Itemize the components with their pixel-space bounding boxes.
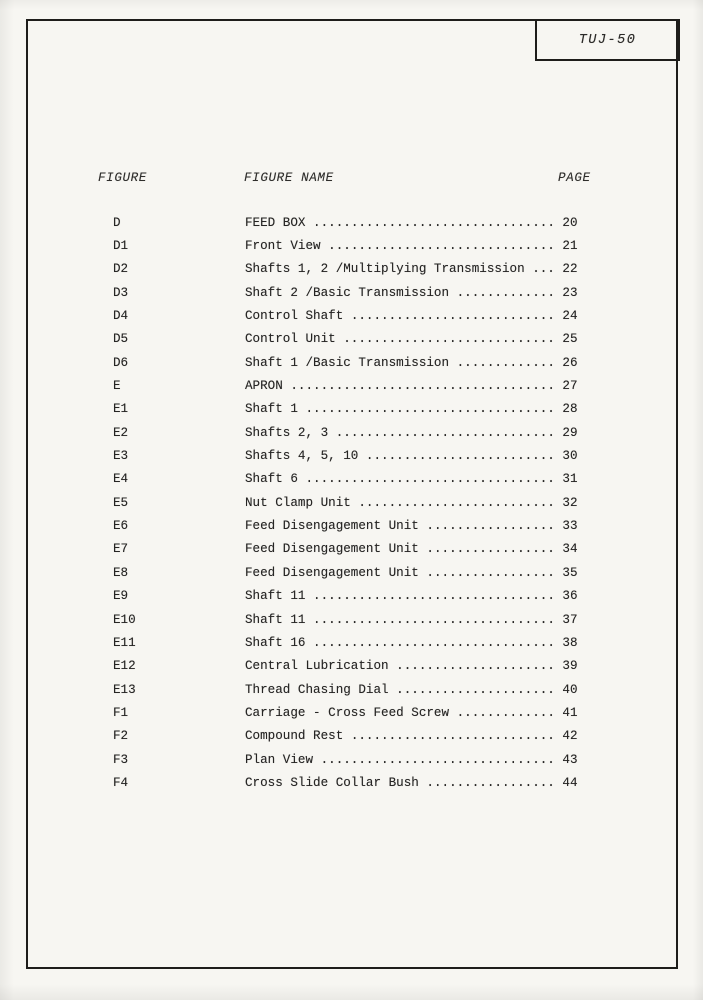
dot-leader: ................. (426, 565, 555, 580)
table-row (0, 234, 703, 257)
page-number: 22 (554, 262, 578, 277)
figure-id: E4 (113, 472, 129, 487)
figure-name: FEED BOX (245, 215, 314, 230)
figure-id: D5 (113, 332, 129, 347)
figure-id: F4 (113, 775, 129, 790)
dot-leader: ........................... (350, 309, 555, 324)
figure-name: Shaft 16 (245, 635, 314, 650)
page-number: 23 (554, 285, 578, 300)
figure-name: Feed Disengagement Unit (245, 565, 427, 580)
dot-leader: ............................... (320, 752, 555, 767)
dot-leader: ................................. (305, 402, 555, 417)
figure-id: D1 (113, 239, 129, 254)
figure-name: Carriage - Cross Feed Screw (245, 705, 457, 720)
page-number: 21 (554, 239, 578, 254)
dot-leader: ............. (456, 355, 555, 370)
dot-leader: ........................... (350, 729, 555, 744)
figure-name: Front View (245, 239, 329, 254)
header-figure: FIGURE (98, 171, 147, 185)
figure-name: Shaft 1 /Basic Transmission (245, 355, 457, 370)
figure-name: Feed Disengagement Unit (245, 542, 427, 557)
dot-leader: ..................... (396, 682, 555, 697)
page-number: 43 (554, 752, 578, 767)
page-number: 27 (554, 379, 578, 394)
dot-leader: ................................... (290, 379, 555, 394)
dot-leader: ..................... (396, 659, 555, 674)
page-number: 37 (554, 612, 578, 627)
figure-id: E (113, 379, 121, 394)
dot-leader: ................................ (313, 215, 555, 230)
figure-id: E2 (113, 425, 129, 440)
page-number: 39 (554, 659, 578, 674)
figure-name: Compound Rest (245, 729, 351, 744)
figure-name: Control Unit (245, 332, 344, 347)
dot-leader: ................................ (313, 612, 555, 627)
figure-id: E6 (113, 519, 129, 534)
header-figure-name: FIGURE NAME (244, 171, 334, 185)
page-number: 34 (554, 542, 578, 557)
figure-id: E9 (113, 589, 129, 604)
dot-leader: ................................. (305, 472, 555, 487)
page-number: 26 (554, 355, 578, 370)
dot-leader: ............. (456, 285, 555, 300)
figure-id: F1 (113, 705, 129, 720)
table-row (0, 398, 703, 421)
table-row (0, 328, 703, 351)
dot-leader: .............................. (328, 239, 555, 254)
figure-id: E1 (113, 402, 129, 417)
dot-leader: .......................... (358, 495, 555, 510)
page-number: 20 (554, 215, 578, 230)
table-row (0, 258, 703, 281)
figure-name: Plan View (245, 752, 321, 767)
page-number: 25 (554, 332, 578, 347)
dot-leader: ............................ (343, 332, 555, 347)
doc-code: TUJ-50 (578, 32, 637, 48)
figure-name: Control Shaft (245, 309, 351, 324)
figure-name: Shaft 11 (245, 612, 314, 627)
dot-leader: ................. (426, 775, 555, 790)
figure-name: Nut Clamp Unit (245, 495, 359, 510)
page-number: 33 (554, 519, 578, 534)
figure-id: D (113, 215, 121, 230)
figure-id: E5 (113, 495, 129, 510)
table-row (0, 374, 703, 397)
figure-id: D4 (113, 309, 129, 324)
figure-id: E8 (113, 565, 129, 580)
figure-name: Cross Slide Collar Bush (245, 775, 427, 790)
figure-name: Thread Chasing Dial (245, 682, 397, 697)
page-number: 41 (554, 705, 578, 720)
page-number: 36 (554, 589, 578, 604)
dot-leader: ......................... (365, 449, 555, 464)
dot-leader: ................. (426, 542, 555, 557)
page-number: 35 (554, 565, 578, 580)
figure-name: Shafts 1, 2 /Multiplying Transmission (245, 262, 533, 277)
header-page: PAGE (558, 171, 591, 185)
table-row (0, 585, 703, 608)
dot-leader: ................................ (313, 635, 555, 650)
table-row (0, 538, 703, 561)
table-row (0, 771, 703, 794)
dot-leader: ... (532, 262, 555, 277)
dot-leader: ................. (426, 519, 555, 534)
page-number: 32 (554, 495, 578, 510)
figure-name: Shaft 2 /Basic Transmission (245, 285, 457, 300)
table-row (0, 444, 703, 467)
table-row (0, 211, 703, 234)
page-number: 42 (554, 729, 578, 744)
table-row (0, 351, 703, 374)
doc-code-box (535, 19, 680, 61)
figure-name: Shaft 1 (245, 402, 306, 417)
figure-id: E10 (113, 612, 136, 627)
figure-id: E12 (113, 659, 136, 674)
page-number: 44 (554, 775, 578, 790)
figure-name: APRON (245, 379, 291, 394)
dot-leader: ................................ (313, 589, 555, 604)
page-number: 29 (554, 425, 578, 440)
table-row (0, 281, 703, 304)
table-row (0, 514, 703, 537)
figure-name: Shaft 6 (245, 472, 306, 487)
figure-name: Shafts 4, 5, 10 (245, 449, 366, 464)
table-row (0, 468, 703, 491)
page-number: 28 (554, 402, 578, 417)
figure-name: Shaft 11 (245, 589, 314, 604)
figure-name: Feed Disengagement Unit (245, 519, 427, 534)
figure-id: F2 (113, 729, 129, 744)
table-row (0, 421, 703, 444)
page-number: 30 (554, 449, 578, 464)
figure-list (0, 211, 703, 795)
table-row (0, 678, 703, 701)
figure-id: E11 (113, 635, 136, 650)
figure-id: E3 (113, 449, 129, 464)
figure-name: Central Lubrication (245, 659, 397, 674)
page-number: 24 (554, 309, 578, 324)
dot-leader: ............. (456, 705, 555, 720)
table-row (0, 748, 703, 771)
table-row (0, 725, 703, 748)
figure-id: D6 (113, 355, 129, 370)
page-number: 31 (554, 472, 578, 487)
figure-id: D2 (113, 262, 129, 277)
page-number: 38 (554, 635, 578, 650)
table-row (0, 655, 703, 678)
figure-id: E13 (113, 682, 136, 697)
figure-name: Shafts 2, 3 (245, 425, 336, 440)
figure-id: E7 (113, 542, 129, 557)
figure-id: D3 (113, 285, 129, 300)
table-row (0, 304, 703, 327)
table-header-row (0, 171, 703, 189)
figure-id: F3 (113, 752, 129, 767)
table-row (0, 701, 703, 724)
dot-leader: ............................. (335, 425, 555, 440)
table-row (0, 608, 703, 631)
table-row (0, 491, 703, 514)
table-row (0, 561, 703, 584)
table-row (0, 631, 703, 654)
page-number: 40 (554, 682, 578, 697)
